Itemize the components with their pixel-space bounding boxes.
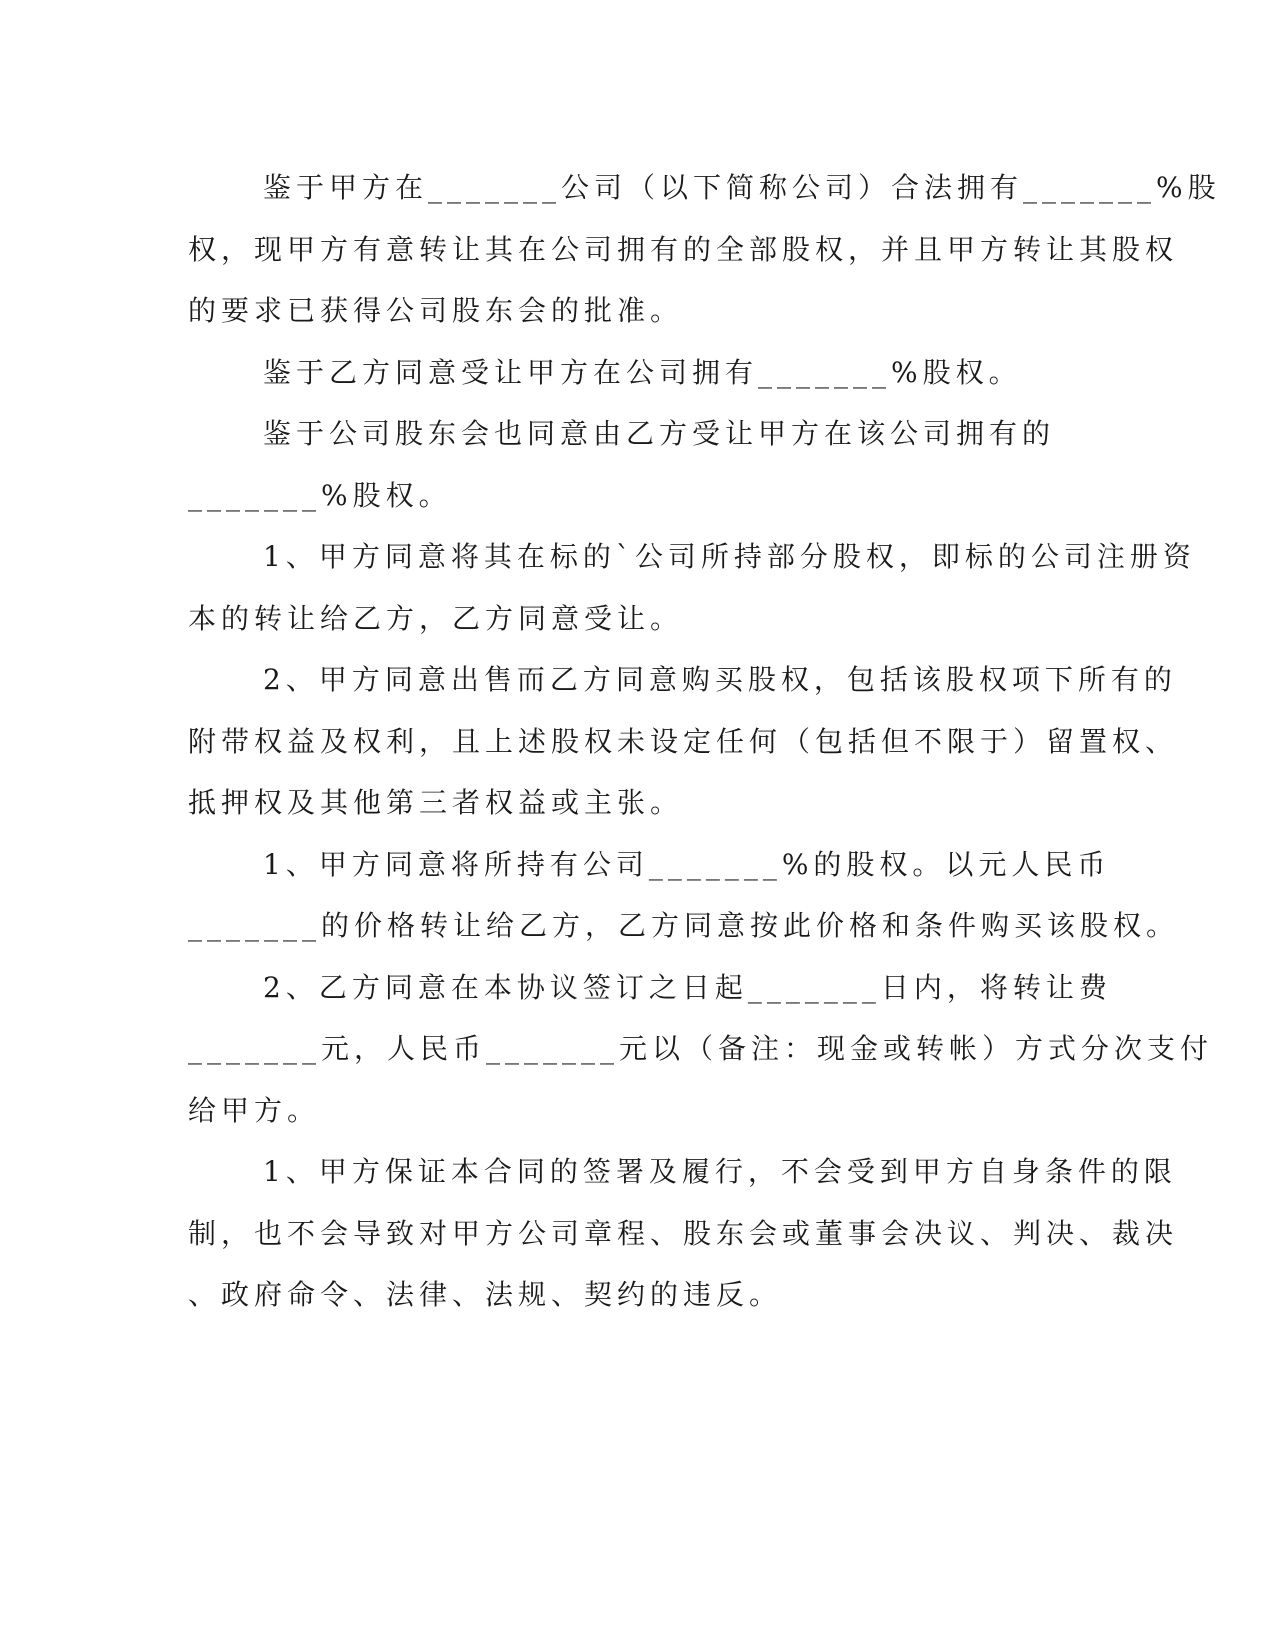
text-line: 附带权益及权利，且上述股权未设定任何（包括但不限于）留置权、 [188, 724, 1179, 758]
text-line: 权，现甲方有意转让其在公司拥有的全部股权，并且甲方转让其股权 [188, 232, 1179, 266]
text-line: 1、甲方保证本合同的签署及履行，不会受到甲方自身条件的限 [263, 1155, 1177, 1188]
text-line: 、政府命令、法律、法规、契约的违反。 [188, 1278, 783, 1311]
text-line: 鉴于乙方同意受让甲方在公司拥有_______%股权。 [263, 355, 1022, 389]
text-line: 抵押权及其他第三者权益或主张。 [188, 786, 684, 819]
text-line: 鉴于公司股东会也同意由乙方受让甲方在该公司拥有的 [263, 417, 1056, 450]
text-line: 2、乙方同意在本协议签订之日起_______日内，将转让费 [263, 970, 1112, 1004]
text-line: 鉴于甲方在_______公司（以下简称公司）合法拥有_______%股 [263, 171, 1221, 204]
text-line: 1、甲方同意将其在标的`公司所持部分股权，即标的公司注册资 [263, 540, 1196, 573]
text-line: _______元，人民币_______元以（备注：现金或转帐）方式分次支付 [188, 1032, 1214, 1065]
text-line: 给甲方。 [188, 1093, 321, 1127]
document-body [188, 157, 1221, 1326]
text-line: 制，也不会导致对甲方公司章程、股东会或董事会决议、判决、裁决 [188, 1216, 1179, 1250]
text-line: 2、甲方同意出售而乙方同意购买股权，包括该股权项下所有的 [263, 663, 1177, 696]
text-line: 1、甲方同意将所持有公司_______%的股权。以元人民币 [263, 847, 1111, 881]
text-line: 的要求已获得公司股东会的批准。 [188, 294, 684, 327]
text-line: _______的价格转让给乙方，乙方同意按此价格和条件购买该股权。 [188, 909, 1180, 942]
text-line: _______%股权。 [188, 478, 452, 512]
text-line: 本的转让给乙方，乙方同意受让。 [188, 601, 684, 635]
